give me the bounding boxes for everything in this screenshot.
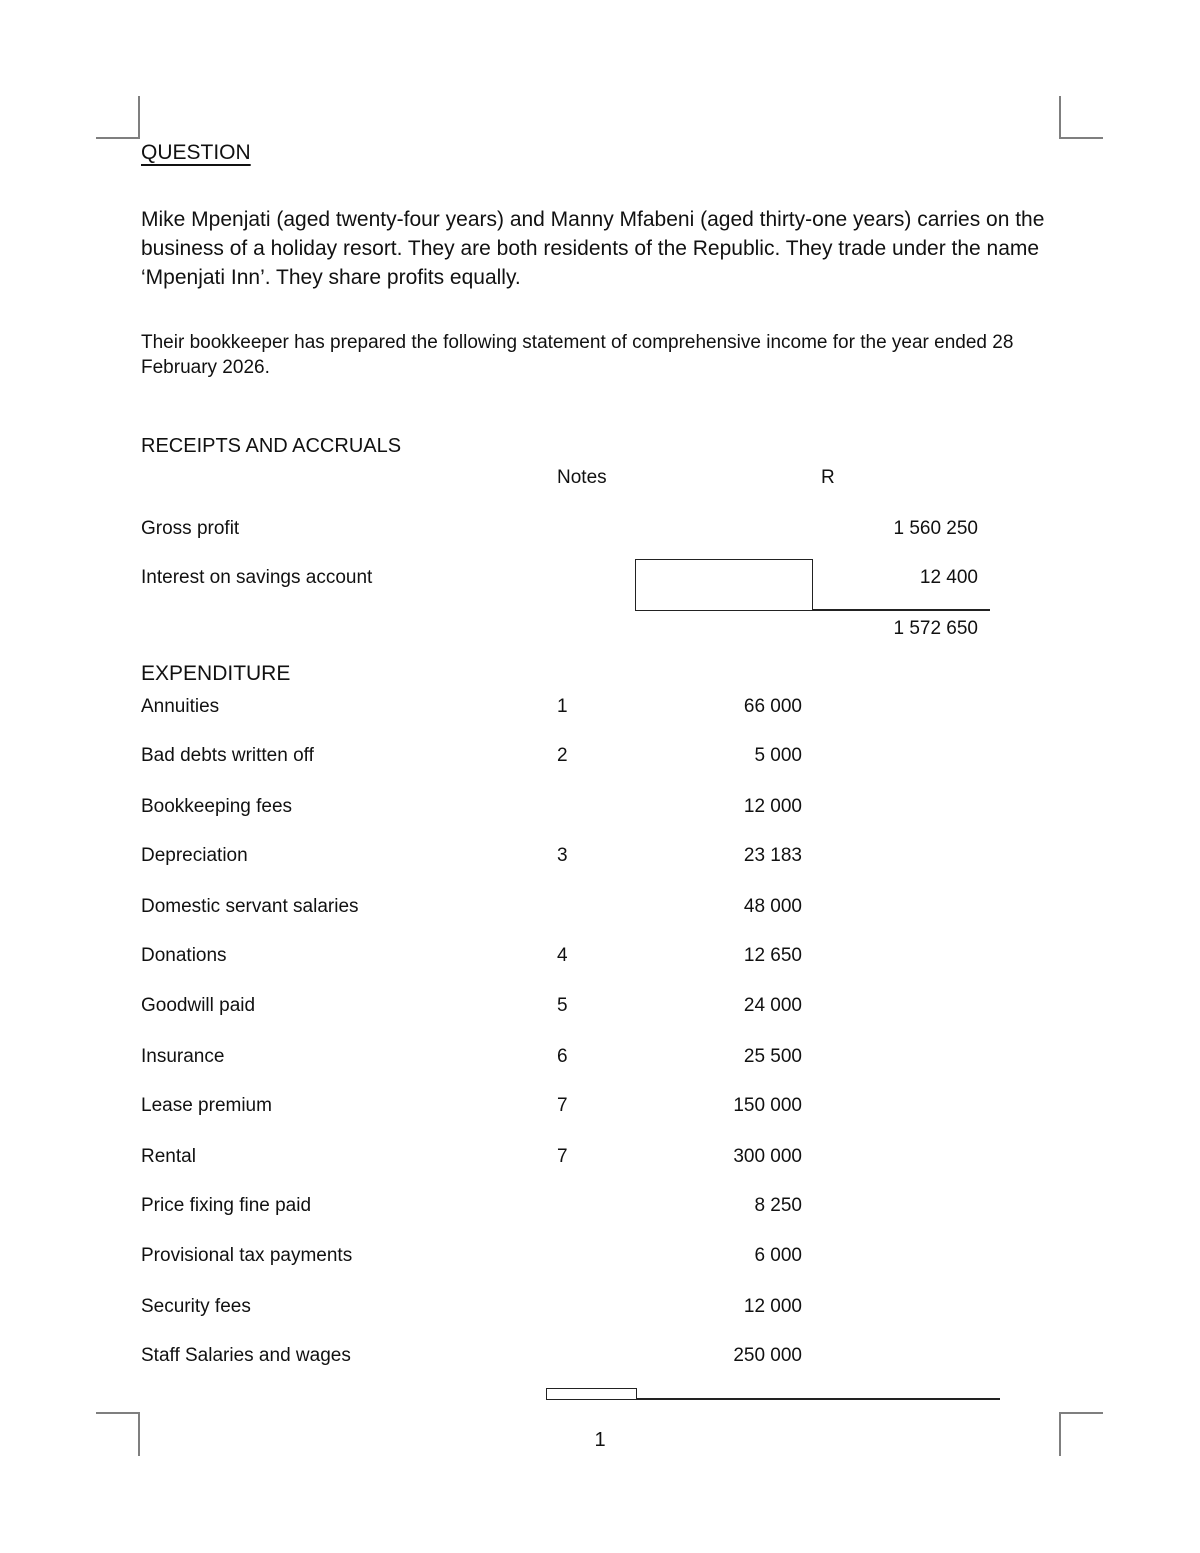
- expense-label: Lease premium: [141, 1095, 272, 1116]
- empty-box: [635, 559, 813, 611]
- expenditure-heading: EXPENDITURE: [141, 662, 291, 685]
- expense-amount: 48 000: [743, 896, 802, 917]
- expense-note: 1: [557, 696, 568, 717]
- expense-amount: 300 000: [733, 1146, 802, 1167]
- expense-note: 5: [557, 995, 568, 1016]
- notes-column-header: Notes: [557, 467, 607, 488]
- expense-amount: 150 000: [733, 1095, 802, 1116]
- statement-paragraph: Their bookkeeper has prepared the following statement of comprehensive income for the year ended 28 February 2026.: [141, 332, 1014, 378]
- expense-amount: 12 650: [743, 945, 802, 966]
- expense-note: 7: [557, 1095, 568, 1116]
- expense-amount: 12 000: [743, 1296, 802, 1317]
- receipt-amount: 1 560 250: [893, 518, 978, 539]
- receipts-heading: RECEIPTS AND ACCRUALS: [141, 435, 402, 457]
- expense-amount: 66 000: [743, 696, 802, 717]
- expense-label: Depreciation: [141, 845, 248, 866]
- expense-amount: 12 000: [743, 796, 802, 817]
- intro-paragraph: Mike Mpenjati (aged twenty-four years) and Manny Mfabeni (aged thirty-one years) carries on the business of a holiday resort. They are both residents of the Republic. They trade under the name ‘Mpenjati Inn’. They share profits equally.: [141, 208, 1045, 289]
- receipt-label: Gross profit: [141, 518, 240, 539]
- expense-note: 6: [557, 1046, 568, 1067]
- expense-label: Donations: [141, 945, 227, 966]
- expense-label: Staff Salaries and wages: [141, 1345, 351, 1366]
- expense-amount: 8 250: [754, 1195, 802, 1216]
- expense-amount: 23 183: [743, 845, 802, 866]
- expense-label: Provisional tax payments: [141, 1245, 353, 1266]
- subtotal-rule: [636, 1398, 1000, 1400]
- empty-box: [546, 1388, 637, 1400]
- page-number: 1: [594, 1429, 606, 1451]
- expense-amount: 25 500: [743, 1046, 802, 1067]
- expense-note: 7: [557, 1146, 568, 1167]
- expense-amount: 24 000: [743, 995, 802, 1016]
- expense-note: 4: [557, 945, 568, 966]
- receipt-label: Interest on savings account: [141, 567, 373, 588]
- expense-label: Goodwill paid: [141, 995, 256, 1016]
- expense-label: Bookkeeping fees: [141, 796, 293, 817]
- expense-label: Security fees: [141, 1296, 251, 1317]
- expense-label: Price fixing fine paid: [141, 1195, 312, 1216]
- expense-amount: 5 000: [754, 745, 802, 766]
- total-rule: [812, 609, 990, 611]
- receipt-amount: 12 400: [919, 567, 978, 588]
- expense-label: Bad debts written off: [141, 745, 314, 766]
- expense-amount: 6 000: [754, 1245, 802, 1266]
- rand-column-header: R: [821, 467, 835, 488]
- expense-amount: 250 000: [733, 1345, 802, 1366]
- expense-label: Annuities: [141, 696, 220, 717]
- page-title: QUESTION: [141, 141, 251, 164]
- expense-label: Rental: [141, 1146, 196, 1167]
- expense-note: 3: [557, 845, 568, 866]
- expense-label: Domestic servant salaries: [141, 896, 359, 917]
- expense-note: 2: [557, 745, 568, 766]
- expense-label: Insurance: [141, 1046, 225, 1067]
- receipts-total: 1 572 650: [893, 618, 978, 639]
